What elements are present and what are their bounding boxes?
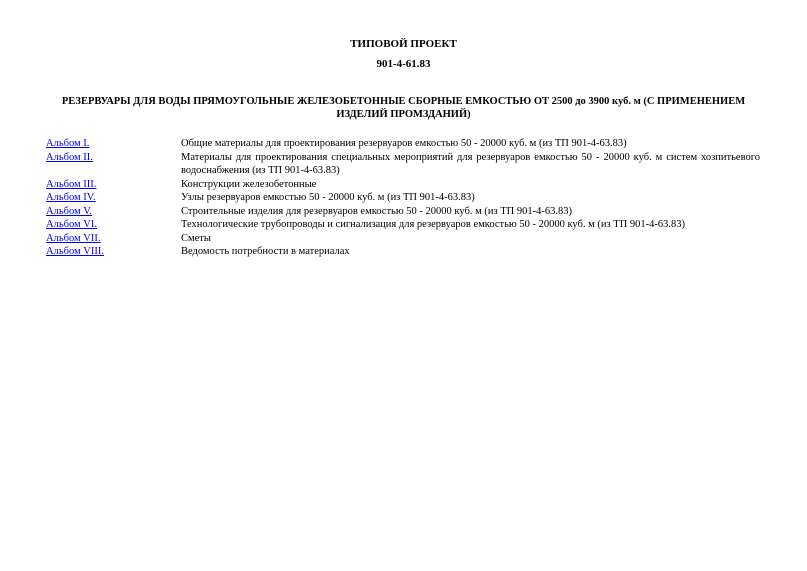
album-row-6 [46, 218, 760, 232]
album-description-2: Материалы для проектирования специальных мероприятий для резервуаров емкостью 50 - 20000 куб. м систем хозпитьевого водоснабжения (из ТП 901-4-63.83) [181, 151, 760, 176]
album-row-2 [46, 151, 760, 178]
album-link-1[interactable]: Альбом I. [46, 138, 90, 149]
album-row-1 [46, 137, 760, 151]
album-link-5[interactable]: Альбом V. [46, 205, 93, 217]
album-row-8 [46, 245, 760, 259]
album-row-5 [46, 205, 760, 219]
album-description-7: Сметы [181, 232, 211, 244]
album-link-3[interactable]: Альбом III. [46, 178, 97, 190]
album-link-7[interactable]: Альбом VII. [46, 232, 101, 244]
project-subtitle: РЕЗЕРВУАРЫ ДЛЯ ВОДЫ ПРЯМОУГОЛЬНЫЕ ЖЕЛЕЗОБЕТОННЫЕ СБОРНЫЕ ЕМКОСТЬЮ ОТ 2500 до 3900 куб. м (С ПРИМЕНЕНИЕМ ИЗДЕЛИЙ ПРОМЗДАНИЙ) [61, 96, 746, 120]
project-code: 901-4-61.83 [376, 58, 431, 70]
album-description-3: Конструкции железобетонные [181, 178, 317, 190]
album-link-2[interactable]: Альбом II. [46, 151, 93, 163]
album-description-1: Общие материалы для проектирования резервуаров емкостью 50 - 20000 куб. м (из ТП 901-4-63.83) [181, 138, 627, 149]
album-row-4 [46, 191, 760, 205]
document-title: ТИПОВОЙ ПРОЕКТ [350, 38, 457, 50]
album-description-8: Ведомость потребности в материалах [181, 246, 350, 257]
album-link-4[interactable]: Альбом IV. [46, 192, 96, 203]
album-description-5: Строительные изделия для резервуаров емкостью 50 - 20000 куб. м (из ТП 901-4-63.83) [181, 205, 572, 217]
album-row-3 [46, 178, 760, 192]
album-description-6: Технологические трубопроводы и сигнализация для резервуаров емкостью 50 - 20000 куб. м (из ТП 901-4-63.83) [181, 219, 686, 230]
album-row-7 [46, 232, 760, 246]
album-list [46, 137, 760, 259]
album-description-4: Узлы резервуаров емкостью 50 - 20000 куб. м (из ТП 901-4-63.83) [181, 192, 475, 203]
album-link-6[interactable]: Альбом VI. [46, 219, 97, 230]
album-link-8[interactable]: Альбом VIII. [46, 246, 104, 257]
